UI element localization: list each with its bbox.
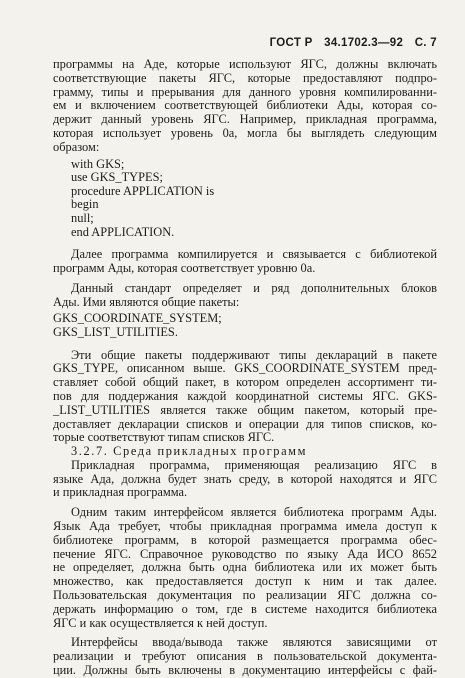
paragraph-compile xyxy=(53,248,437,276)
text-line: Эти общие пакеты поддерживают типы деклараций в пакете xyxy=(71,347,437,362)
code-line: begin xyxy=(71,197,99,212)
text-line: печение ЯГС. Справочное руководство по языку Ада ИСО 8652 xyxy=(53,546,437,561)
code-line: use GKS_TYPES; xyxy=(71,170,163,185)
text-line: реализации и требуют описания в пользовательской документа- xyxy=(53,649,437,664)
text-line: и прикладная программа. xyxy=(53,485,188,500)
code-example-application xyxy=(71,158,437,240)
text-line: ем и включением соответствующей библиотеки Ады, которая со- xyxy=(53,98,437,113)
text-line: держать информацию о том, где в системе находится библиотека xyxy=(53,601,437,616)
text-line: GKS_TYPE, описанном выше. GKS_COORDINATE_SYSTEM пред- xyxy=(53,361,437,376)
text-line: Язык Ада требует, чтобы прикладная программа имела доступ к xyxy=(53,519,437,534)
text-line: Одним таким интерфейсом является библиотека программ Ады. xyxy=(71,505,437,520)
text-line: не определяет, должна быть одна библиотека или их может быть xyxy=(53,560,437,575)
standard-number: 34.1702.3—92 xyxy=(324,37,404,49)
text-line: множество, как предоставляется доступ к ним и так далее. xyxy=(53,574,437,589)
section-heading xyxy=(53,445,437,459)
code-line: procedure APPLICATION is xyxy=(71,183,215,198)
code-line: end APPLICATION. xyxy=(71,224,175,239)
document-body xyxy=(53,58,437,678)
text-line: Далее программа компилируется и связывается с библиотекой xyxy=(71,247,437,262)
text-line: Интерфейсы ввода/вывода также являются зависящими от xyxy=(71,635,437,650)
text-line: держит данный уровень ЯГС. Например, прикладная программа, xyxy=(53,112,437,127)
code-line: null; xyxy=(71,210,94,225)
text-line: Прикладная программа, применяющая реализацию ЯГС в xyxy=(71,457,437,472)
paragraph-program-library xyxy=(53,506,437,630)
text-line: ции. Должны быть включены в документацию интерфейсы с фай- xyxy=(53,663,437,678)
text-line: образом: xyxy=(53,139,100,154)
text-line: Данный стандарт определяет и ряд дополнительных блоков xyxy=(71,280,437,295)
text-line: языке Ада, должна будет знать среду, в которой находятся и ЯГС xyxy=(53,471,437,486)
text-line: _LIST_UTILITIES является также общим пакетом, который пре- xyxy=(53,402,437,417)
text-line: грамму, типы и прерывания для данного уровня компилированни- xyxy=(53,84,437,99)
paragraph-io-interfaces xyxy=(53,636,437,677)
text-line: пов для поддержания каждой координатной системы ЯГС. GKS- xyxy=(53,388,437,403)
text-line: ставляет собой общий пакет, в котором определен ассортимент ти- xyxy=(53,375,437,390)
paragraph-additional-blocks xyxy=(53,282,437,310)
code-example-packages xyxy=(53,312,437,339)
paragraph-ada-packages xyxy=(53,58,437,155)
page-header xyxy=(262,37,437,49)
text-line: библиотеке программ, в которой размещается программа обес- xyxy=(53,532,437,547)
text-line: торые соответствуют типам списков ЯГС. xyxy=(53,430,275,445)
text-line: ЯГС и как осуществляется к ней доступ. xyxy=(53,615,268,630)
text-line: доставляет декларации списков и операции для типов списков, ко- xyxy=(53,416,437,431)
text-line: Ады. Ими являются общие пакеты: xyxy=(53,294,240,309)
text-line: которая использует уровень 0а, могла бы выглядеть следующим xyxy=(53,125,437,140)
standard-label: ГОСТ Р xyxy=(269,37,313,49)
text-line: программы на Аде, которые используют ЯГС, должны включать xyxy=(53,57,437,71)
code-line: with GKS; xyxy=(71,156,125,171)
code-line: GKS_LIST_UTILITIES. xyxy=(53,324,178,339)
text-line: программ Ады, которая соответствует уровню 0а. xyxy=(53,260,316,275)
text-line: соответствующие пакеты ЯГС, которые предоставляют подпро- xyxy=(53,70,437,85)
page-number: С. 7 xyxy=(414,37,437,49)
paragraph-application-env xyxy=(53,459,437,500)
paragraph-generic-packages xyxy=(53,349,437,446)
code-line: GKS_COORDINATE_SYSTEM; xyxy=(53,311,222,326)
text-line: Пользовательская документация по реализации ЯГС должна со- xyxy=(53,588,437,603)
text-line: 3.2.7. Среда прикладных программ xyxy=(71,444,308,459)
